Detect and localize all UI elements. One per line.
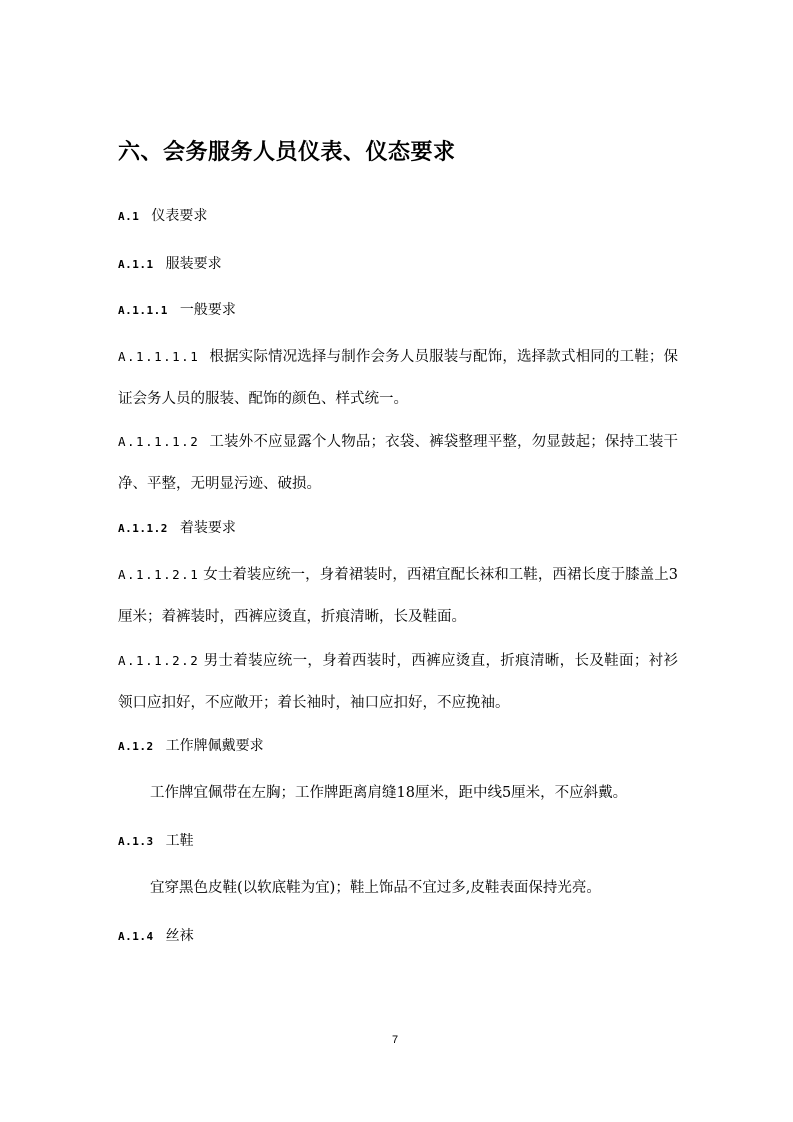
clause-a1111 [118,336,678,420]
section-heading-a12 [118,736,264,757]
section-number: A.1 [118,210,140,223]
section-heading-a13 [118,831,194,852]
clause-text: 女士着装应统一，身着裙装时，西裙宜配长袜和工鞋，西裙长度于膝盖上3厘米；着裤装时，西裤应烫直，折痕清晰，长及鞋面。 [118,567,678,625]
section-heading-a1 [118,206,207,227]
clause-a1121 [118,554,678,638]
clause-a1122 [118,640,678,724]
page-number: 7 [392,1034,399,1046]
clause-a13-text: 宜穿黑色皮鞋(以软底鞋为宜)；鞋上饰品不宜过多,皮鞋表面保持光亮。 [150,880,601,896]
section-label: 仪表要求 [151,208,208,224]
page-title: 六、会务服务人员仪表、仪态要求 [118,140,456,165]
clause-a12-text: 工作牌宜佩带在左胸；工作牌距离肩缝18厘米，距中线5厘米，不应斜戴。 [150,785,628,801]
clause-text: 工装外不应显露个人物品；衣袋、裤袋整理平整，勿显鼓起；保持工装干净、平整，无明显污迹、破损。 [118,434,678,492]
section-label: 一般要求 [179,302,236,318]
clause-number: A.1.1.2.1 [118,567,200,582]
clause-number: A.1.1.1.1 [118,349,200,364]
section-heading-a112 [118,518,236,539]
clause-text: 男士着装应统一，身着西装时，西裤应烫直，折痕清晰，长及鞋面；衬衫领口应扣好，不应敞开；着长袖时，袖口应扣好，不应挽袖。 [118,653,678,711]
section-label: 工作牌佩戴要求 [165,738,264,754]
clause-number: A.1.1.2.2 [118,653,200,668]
section-number: A.1.3 [118,835,154,848]
clause-a1112 [118,421,678,505]
section-label: 丝袜 [165,928,194,944]
clause-text: 根据实际情况选择与制作会务人员服装与配饰，选择款式相同的工鞋；保证会务人员的服装、配饰的颜色、样式统一。 [118,349,678,407]
section-heading-a11 [118,254,222,275]
clause-number: A.1.1.1.2 [118,434,200,449]
section-number: A.1.1.1 [118,304,168,317]
section-label: 工鞋 [165,833,194,849]
section-number: A.1.1.2 [118,522,168,535]
section-label: 服装要求 [165,256,222,272]
section-heading-a111 [118,300,236,321]
section-number: A.1.2 [118,740,154,753]
section-label: 着装要求 [179,520,236,536]
section-number: A.1.4 [118,930,154,943]
section-number: A.1.1 [118,258,154,271]
section-heading-a14 [118,926,194,947]
